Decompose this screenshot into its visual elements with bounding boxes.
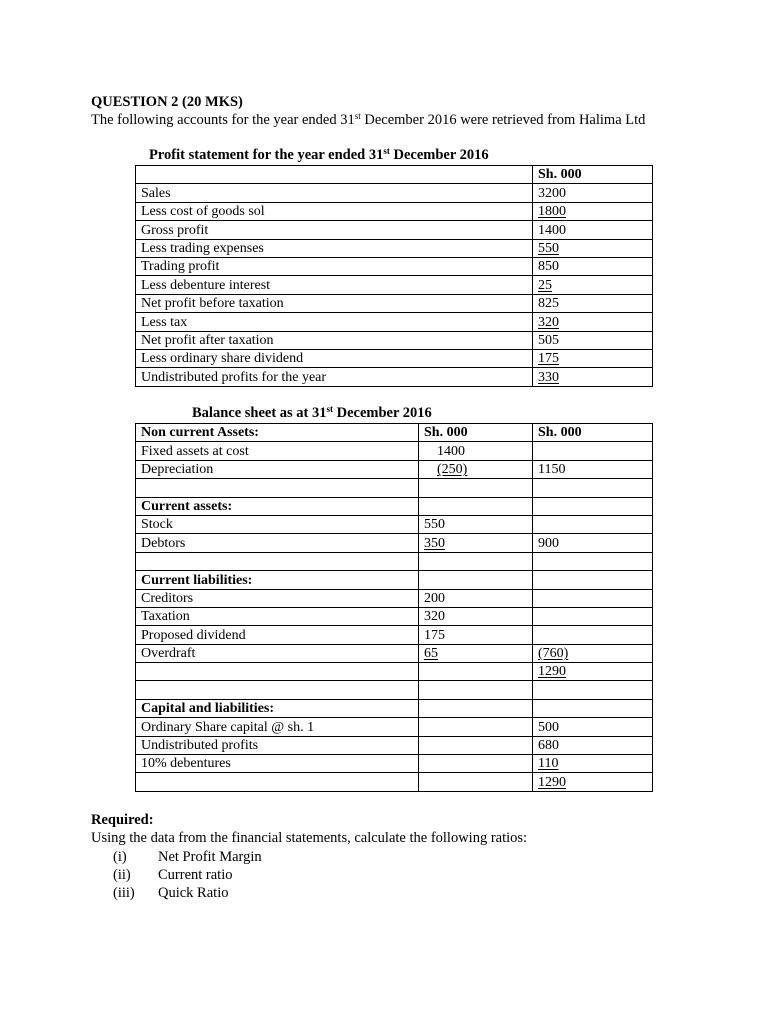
table-row: [136, 571, 653, 589]
item-label: Trading profit: [136, 257, 533, 275]
item-amount: [419, 773, 533, 791]
item-total: [533, 552, 653, 570]
intro-superscript: st: [354, 111, 361, 121]
item-label: Net profit before taxation: [136, 294, 533, 312]
item-total: [533, 681, 653, 699]
item-amount: [533, 368, 653, 386]
item-total: 1150: [533, 460, 653, 478]
item-amount: 550: [419, 515, 533, 533]
item-label: Taxation: [136, 607, 419, 625]
item-total: [533, 442, 653, 460]
balance-sheet-title: [192, 405, 432, 422]
item-label: Undistributed profits for the year: [136, 368, 533, 386]
item-label: Less cost of goods sol: [136, 202, 533, 220]
required-label: Required:: [91, 812, 154, 828]
item-amount: [419, 534, 533, 552]
item-total: [533, 607, 653, 625]
item-amount: [419, 571, 533, 589]
item-label: Less tax: [136, 313, 533, 331]
table-row: [136, 497, 653, 515]
item-total: 900: [533, 534, 653, 552]
item-amount: 3200: [533, 184, 653, 202]
table-row: [136, 184, 653, 202]
underlined-total: 1290: [538, 774, 566, 790]
table-row: [136, 294, 653, 312]
item-label: [136, 663, 419, 681]
item-label: 10% debentures: [136, 755, 419, 773]
header-cell: Sh. 000: [533, 424, 653, 442]
table-row: [136, 773, 653, 791]
table-row: [136, 681, 653, 699]
table-row: [136, 736, 653, 754]
item-total: [533, 663, 653, 681]
table-row: [136, 276, 653, 294]
item-amount: [419, 644, 533, 662]
item-label: [136, 552, 419, 570]
table-row: [136, 239, 653, 257]
table-row: [136, 442, 653, 460]
table-row: [136, 755, 653, 773]
underlined-amount: 1800: [538, 204, 566, 220]
underlined-amount: 330: [538, 369, 559, 385]
profit-title-start: Profit statement for the year ended 31: [149, 147, 384, 163]
table-row: [136, 331, 653, 349]
list-item-number: (i): [113, 849, 127, 865]
table-row: [136, 663, 653, 681]
item-label: Creditors: [136, 589, 419, 607]
underlined-amount: 175: [538, 351, 559, 367]
item-total: [533, 755, 653, 773]
item-label: Fixed assets at cost: [136, 442, 419, 460]
list-item-label: Current ratio: [158, 867, 233, 883]
list-item-label: Quick Ratio: [158, 885, 229, 901]
item-label: Sales: [136, 184, 533, 202]
list-item-number: (ii): [113, 867, 131, 883]
intro-text-start: The following accounts for the year ended 31: [91, 112, 355, 128]
table-row: [136, 718, 653, 736]
balance-title-superscript: st: [326, 404, 334, 414]
table-row: [136, 368, 653, 386]
table-header-row: [136, 424, 653, 442]
table-row: [136, 313, 653, 331]
header-cell: [136, 166, 533, 184]
underlined-total: 110: [538, 756, 559, 772]
section-heading: Current assets:: [136, 497, 419, 515]
item-total: 680: [533, 736, 653, 754]
item-amount: 850: [533, 257, 653, 275]
table-row: [136, 607, 653, 625]
section-heading: Capital and liabilities:: [136, 699, 419, 717]
item-total: 500: [533, 718, 653, 736]
list-item: [113, 884, 262, 902]
list-item-label: Net Profit Margin: [158, 849, 262, 865]
table-row: [136, 221, 653, 239]
table-row: [136, 626, 653, 644]
header-cell: Sh. 000: [533, 166, 653, 184]
item-label: Stock: [136, 515, 419, 533]
underlined-amount: (250): [437, 462, 468, 478]
table-row: [136, 589, 653, 607]
list-item: [113, 866, 262, 884]
item-amount: [533, 239, 653, 257]
table-row: [136, 349, 653, 367]
profit-statement-title: [149, 147, 489, 164]
underlined-amount: 25: [538, 277, 552, 293]
underlined-amount: 320: [538, 314, 559, 330]
item-amount: [533, 202, 653, 220]
item-amount: [419, 460, 533, 478]
underlined-amount: 350: [424, 535, 445, 551]
section-heading: Current liabilities:: [136, 571, 419, 589]
item-label: Debtors: [136, 534, 419, 552]
item-amount: [419, 718, 533, 736]
ratio-list: [113, 848, 262, 902]
item-label: Less ordinary share dividend: [136, 349, 533, 367]
item-amount: [419, 479, 533, 497]
underlined-amount: 65: [424, 646, 438, 662]
table-row: [136, 515, 653, 533]
table-row: [136, 699, 653, 717]
intro-text-end: December 2016 were retrieved from Halima Ltd: [360, 112, 646, 128]
item-total: [533, 626, 653, 644]
underlined-amount: 550: [538, 240, 559, 256]
table-row: [136, 552, 653, 570]
table-row: [136, 644, 653, 662]
item-amount: [533, 276, 653, 294]
item-label: Overdraft: [136, 644, 419, 662]
item-label: Ordinary Share capital @ sh. 1: [136, 718, 419, 736]
item-amount: [419, 755, 533, 773]
item-label: Less trading expenses: [136, 239, 533, 257]
item-label: Net profit after taxation: [136, 331, 533, 349]
profit-title-superscript: st: [383, 146, 390, 156]
item-amount: [419, 699, 533, 717]
table-row: [136, 202, 653, 220]
item-amount: [419, 663, 533, 681]
list-item: [113, 848, 262, 866]
balance-title-end: December 2016: [333, 405, 432, 421]
profit-title-end: December 2016: [389, 147, 489, 163]
list-item-number: (iii): [113, 885, 135, 901]
balance-sheet-table: [135, 423, 653, 792]
item-amount: 200: [419, 589, 533, 607]
item-amount: 505: [533, 331, 653, 349]
item-amount: 825: [533, 294, 653, 312]
item-amount: 175: [419, 626, 533, 644]
table-row: [136, 534, 653, 552]
item-total: [533, 644, 653, 662]
item-total: [533, 571, 653, 589]
required-instructions: Using the data from the financial statements, calculate the following ratios:: [91, 830, 528, 846]
header-cell: Sh. 000: [419, 424, 533, 442]
item-amount: [533, 313, 653, 331]
item-label: Gross profit: [136, 221, 533, 239]
table-row: [136, 479, 653, 497]
item-label: [136, 479, 419, 497]
item-total: [533, 589, 653, 607]
item-label: Proposed dividend: [136, 626, 419, 644]
item-amount: [419, 736, 533, 754]
table-row: [136, 460, 653, 478]
question-heading: QUESTION 2 (20 MKS): [91, 94, 243, 110]
item-amount: 1400: [419, 442, 533, 460]
item-label: Depreciation: [136, 460, 419, 478]
item-total: [533, 773, 653, 791]
section-heading: Non current Assets:: [136, 424, 419, 442]
item-label: [136, 773, 419, 791]
item-total: [533, 699, 653, 717]
underlined-total: (760): [538, 646, 569, 662]
item-total: [533, 497, 653, 515]
table-row: [136, 257, 653, 275]
underlined-total: 1290: [538, 664, 566, 680]
item-amount: [419, 681, 533, 699]
item-label: [136, 681, 419, 699]
balance-title-start: Balance sheet as at 31: [192, 405, 327, 421]
profit-statement-table: [135, 165, 653, 387]
item-amount: [419, 497, 533, 515]
question-intro: [91, 112, 645, 129]
item-amount: 1400: [533, 221, 653, 239]
item-total: [533, 515, 653, 533]
item-amount: 320: [419, 607, 533, 625]
item-amount: [419, 552, 533, 570]
item-total: [533, 479, 653, 497]
item-label: Undistributed profits: [136, 736, 419, 754]
item-amount: [533, 349, 653, 367]
table-header-row: [136, 166, 653, 184]
item-label: Less debenture interest: [136, 276, 533, 294]
